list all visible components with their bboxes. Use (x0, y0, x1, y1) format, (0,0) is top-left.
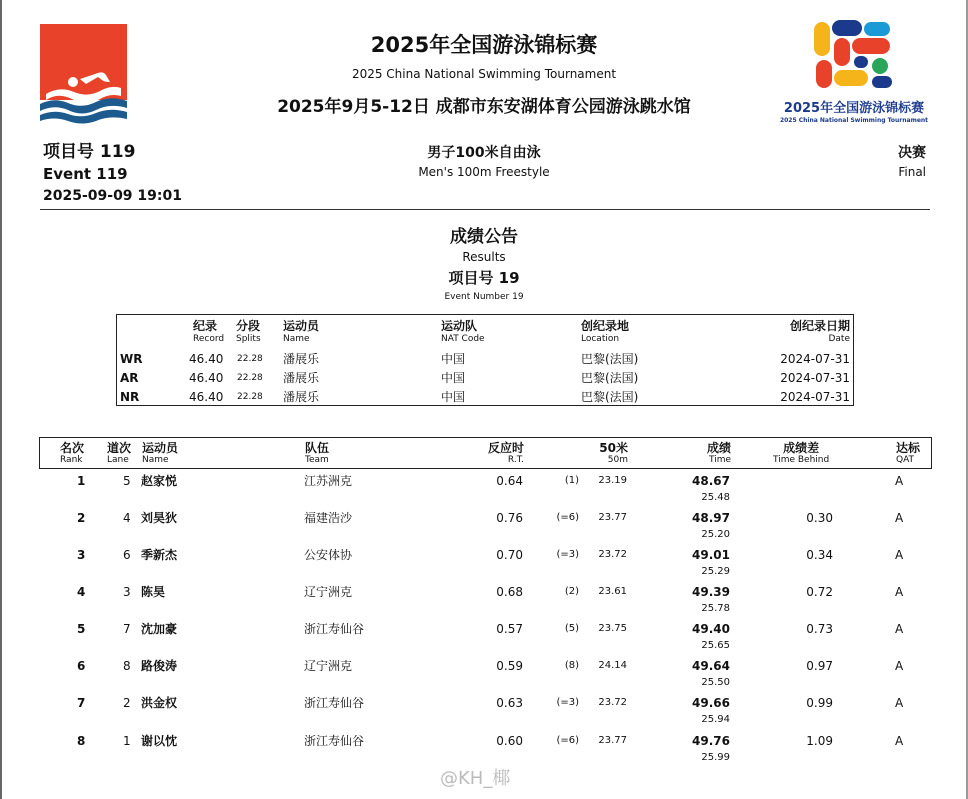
result-row (39, 696, 930, 733)
result-time: 49.01 (692, 548, 730, 562)
result-50m-time: 23.19 (598, 475, 627, 486)
result-qat: A (895, 585, 904, 599)
record-location: 巴黎(法国) (581, 352, 639, 366)
header-name: 运动员 Name (142, 441, 179, 465)
result-time-behind: 0.99 (806, 696, 833, 710)
record-type: NR (120, 390, 140, 404)
record-date: 2024-07-31 (780, 390, 850, 404)
result-reaction-time: 0.59 (496, 659, 523, 673)
results-event-number-en: Event Number 19 (444, 292, 524, 302)
brand-title-en: 2025 China National Swimming Tournament (779, 117, 929, 124)
record-split: 22.28 (237, 354, 263, 364)
event-phase-en: Final (898, 165, 926, 179)
result-time-behind: 0.34 (806, 548, 833, 562)
header-team: 队伍 Team (305, 441, 330, 465)
result-split: 25.99 (701, 752, 730, 763)
result-row (39, 474, 930, 511)
record-team: 中国 (441, 352, 466, 366)
header-lane: 道次 Lane (107, 441, 132, 465)
result-split: 25.48 (701, 492, 730, 503)
result-row (39, 622, 930, 659)
record-time: 46.40 (189, 390, 224, 404)
records-table (116, 314, 854, 406)
event-number-cn: 项目号 119 (43, 142, 136, 162)
result-lane: 7 (123, 622, 131, 636)
result-time: 48.97 (692, 511, 730, 525)
event-phase (898, 144, 926, 180)
result-swimmer: 刘昊狄 (141, 511, 178, 525)
header-rt: 反应时 R.T. (487, 441, 524, 465)
record-row (117, 369, 853, 388)
record-split: 22.28 (237, 373, 263, 383)
result-50m-time: 23.72 (598, 697, 627, 708)
result-lane: 4 (123, 511, 131, 525)
result-team: 浙江寿仙谷 (304, 696, 365, 710)
result-qat: A (895, 622, 904, 636)
result-swimmer: 季新杰 (141, 548, 178, 562)
result-time-behind: 0.72 (806, 585, 833, 599)
record-holder: 潘展乐 (283, 352, 320, 366)
header-rank: 名次 Rank (60, 441, 85, 465)
result-50m-position: (=6) (556, 735, 579, 746)
result-rank: 5 (77, 622, 86, 636)
result-swimmer: 路俊涛 (141, 659, 178, 673)
records-header-splits: 分段 Splits (236, 319, 261, 344)
result-rank: 8 (77, 734, 86, 748)
result-team: 辽宁洲克 (304, 585, 353, 599)
results-title: 成绩公告 (450, 227, 518, 247)
event-phase-cn: 决赛 (898, 145, 926, 161)
result-rank: 3 (77, 548, 86, 562)
header-qat: 达标 QAT (896, 441, 921, 465)
result-rank: 4 (77, 585, 86, 599)
result-split: 25.94 (701, 714, 730, 725)
result-50m-position: (2) (564, 586, 579, 597)
result-time: 49.76 (692, 734, 730, 748)
result-qat: A (895, 734, 904, 748)
result-row (39, 659, 930, 696)
result-reaction-time: 0.64 (496, 474, 523, 488)
record-row (117, 350, 853, 369)
result-50m-position: (=6) (556, 512, 579, 523)
record-type: WR (120, 352, 143, 366)
result-time: 49.39 (692, 585, 730, 599)
result-50m-time: 23.77 (598, 512, 627, 523)
result-swimmer: 洪金权 (141, 696, 178, 710)
result-reaction-time: 0.68 (496, 585, 523, 599)
result-row (39, 548, 930, 585)
result-team: 浙江寿仙谷 (304, 622, 365, 636)
result-swimmer: 赵家悦 (141, 474, 178, 488)
result-split: 25.65 (701, 640, 730, 651)
result-team: 浙江寿仙谷 (304, 734, 365, 748)
result-rank: 6 (77, 659, 86, 673)
result-swimmer: 陈昊 (141, 585, 166, 599)
watermark: @KH_椰 (440, 768, 511, 789)
record-time: 46.40 (189, 352, 224, 366)
result-qat: A (895, 474, 904, 488)
result-split: 25.20 (701, 529, 730, 540)
header-behind: 成绩差 Time Behind (773, 441, 830, 465)
record-split: 22.28 (237, 392, 263, 402)
result-rank: 1 (77, 474, 86, 488)
result-50m-time: 23.72 (598, 549, 627, 560)
record-time: 46.40 (189, 371, 224, 385)
result-50m-position: (1) (564, 475, 579, 486)
result-time: 48.67 (692, 474, 730, 488)
result-rank: 2 (77, 511, 86, 525)
records-header-name: 运动员 Name (283, 319, 320, 344)
result-split: 25.50 (701, 677, 730, 688)
results-table-header (39, 437, 932, 469)
event-name (0, 144, 968, 180)
result-qat: A (895, 511, 904, 525)
result-time-behind: 0.73 (806, 622, 833, 636)
event-number-en: Event 119 (43, 165, 128, 183)
records-header-nat: 运动队 NAT Code (441, 319, 485, 344)
result-time-behind: 0.97 (806, 659, 833, 673)
header-divider (40, 209, 930, 210)
result-qat: A (895, 696, 904, 710)
record-row (117, 388, 853, 407)
record-date: 2024-07-31 (780, 371, 850, 385)
result-reaction-time: 0.63 (496, 696, 523, 710)
page-left-edge (0, 0, 2, 799)
page-title: 2025年全国游泳锦标赛 (370, 33, 598, 57)
brand-title-cn: 2025年全国游泳锦标赛 (783, 101, 925, 116)
result-50m-time: 23.61 (598, 586, 627, 597)
records-header-location: 创纪录地 Location (581, 319, 630, 344)
result-lane: 5 (123, 474, 131, 488)
result-reaction-time: 0.70 (496, 548, 523, 562)
result-team: 江苏洲克 (304, 474, 353, 488)
records-header-record: 纪录 Record (193, 319, 225, 344)
results-event-number: 项目号 19 (448, 269, 520, 287)
result-row (39, 585, 930, 622)
result-reaction-time: 0.76 (496, 511, 523, 525)
result-50m-time: 23.75 (598, 623, 627, 634)
result-time: 49.40 (692, 622, 730, 636)
result-time: 49.64 (692, 659, 730, 673)
result-time-behind: 1.09 (806, 734, 833, 748)
result-lane: 6 (123, 548, 131, 562)
records-header-date: 创纪录日期 Date (789, 319, 850, 344)
result-time: 49.66 (692, 696, 730, 710)
result-50m-time: 24.14 (598, 660, 627, 671)
event-datetime: 2025-09-09 19:01 (43, 188, 182, 204)
record-holder: 潘展乐 (283, 390, 320, 404)
event-name-en: Men's 100m Freestyle (418, 165, 550, 179)
result-team: 福建浩沙 (304, 511, 353, 525)
header-50m: 50米 50m (599, 441, 628, 465)
result-qat: A (895, 659, 904, 673)
result-swimmer: 沈加豪 (141, 622, 178, 636)
header-time: 成绩 Time (706, 441, 731, 465)
results-title-en: Results (462, 250, 506, 264)
record-team: 中国 (441, 371, 466, 385)
result-lane: 1 (123, 734, 131, 748)
result-50m-position: (8) (564, 660, 579, 671)
record-team: 中国 (441, 390, 466, 404)
venue-dates: 2025年9月5-12日 成都市东安湖体育公园游泳跳水馆 (277, 97, 691, 117)
record-date: 2024-07-31 (780, 352, 850, 366)
result-qat: A (895, 548, 904, 562)
result-split: 25.29 (701, 566, 730, 577)
result-team: 公安体协 (304, 548, 353, 562)
record-type: AR (120, 371, 139, 385)
record-location: 巴黎(法国) (581, 371, 639, 385)
result-reaction-time: 0.57 (496, 622, 523, 636)
result-50m-position: (5) (564, 623, 579, 634)
result-50m-position: (=3) (556, 549, 579, 560)
record-location: 巴黎(法国) (581, 390, 639, 404)
record-holder: 潘展乐 (283, 371, 320, 385)
result-team: 辽宁洲克 (304, 659, 353, 673)
result-50m-time: 23.77 (598, 735, 627, 746)
result-row (39, 511, 930, 548)
result-lane: 8 (123, 659, 131, 673)
result-swimmer: 谢以忱 (141, 734, 178, 748)
page-title-en: 2025 China National Swimming Tournament (351, 67, 617, 81)
result-lane: 3 (123, 585, 131, 599)
event-name-cn: 男子100米自由泳 (427, 145, 541, 161)
result-50m-position: (=3) (556, 697, 579, 708)
result-reaction-time: 0.60 (496, 734, 523, 748)
result-rank: 7 (77, 696, 86, 710)
result-time-behind: 0.30 (806, 511, 833, 525)
result-split: 25.78 (701, 603, 730, 614)
result-lane: 2 (123, 696, 131, 710)
